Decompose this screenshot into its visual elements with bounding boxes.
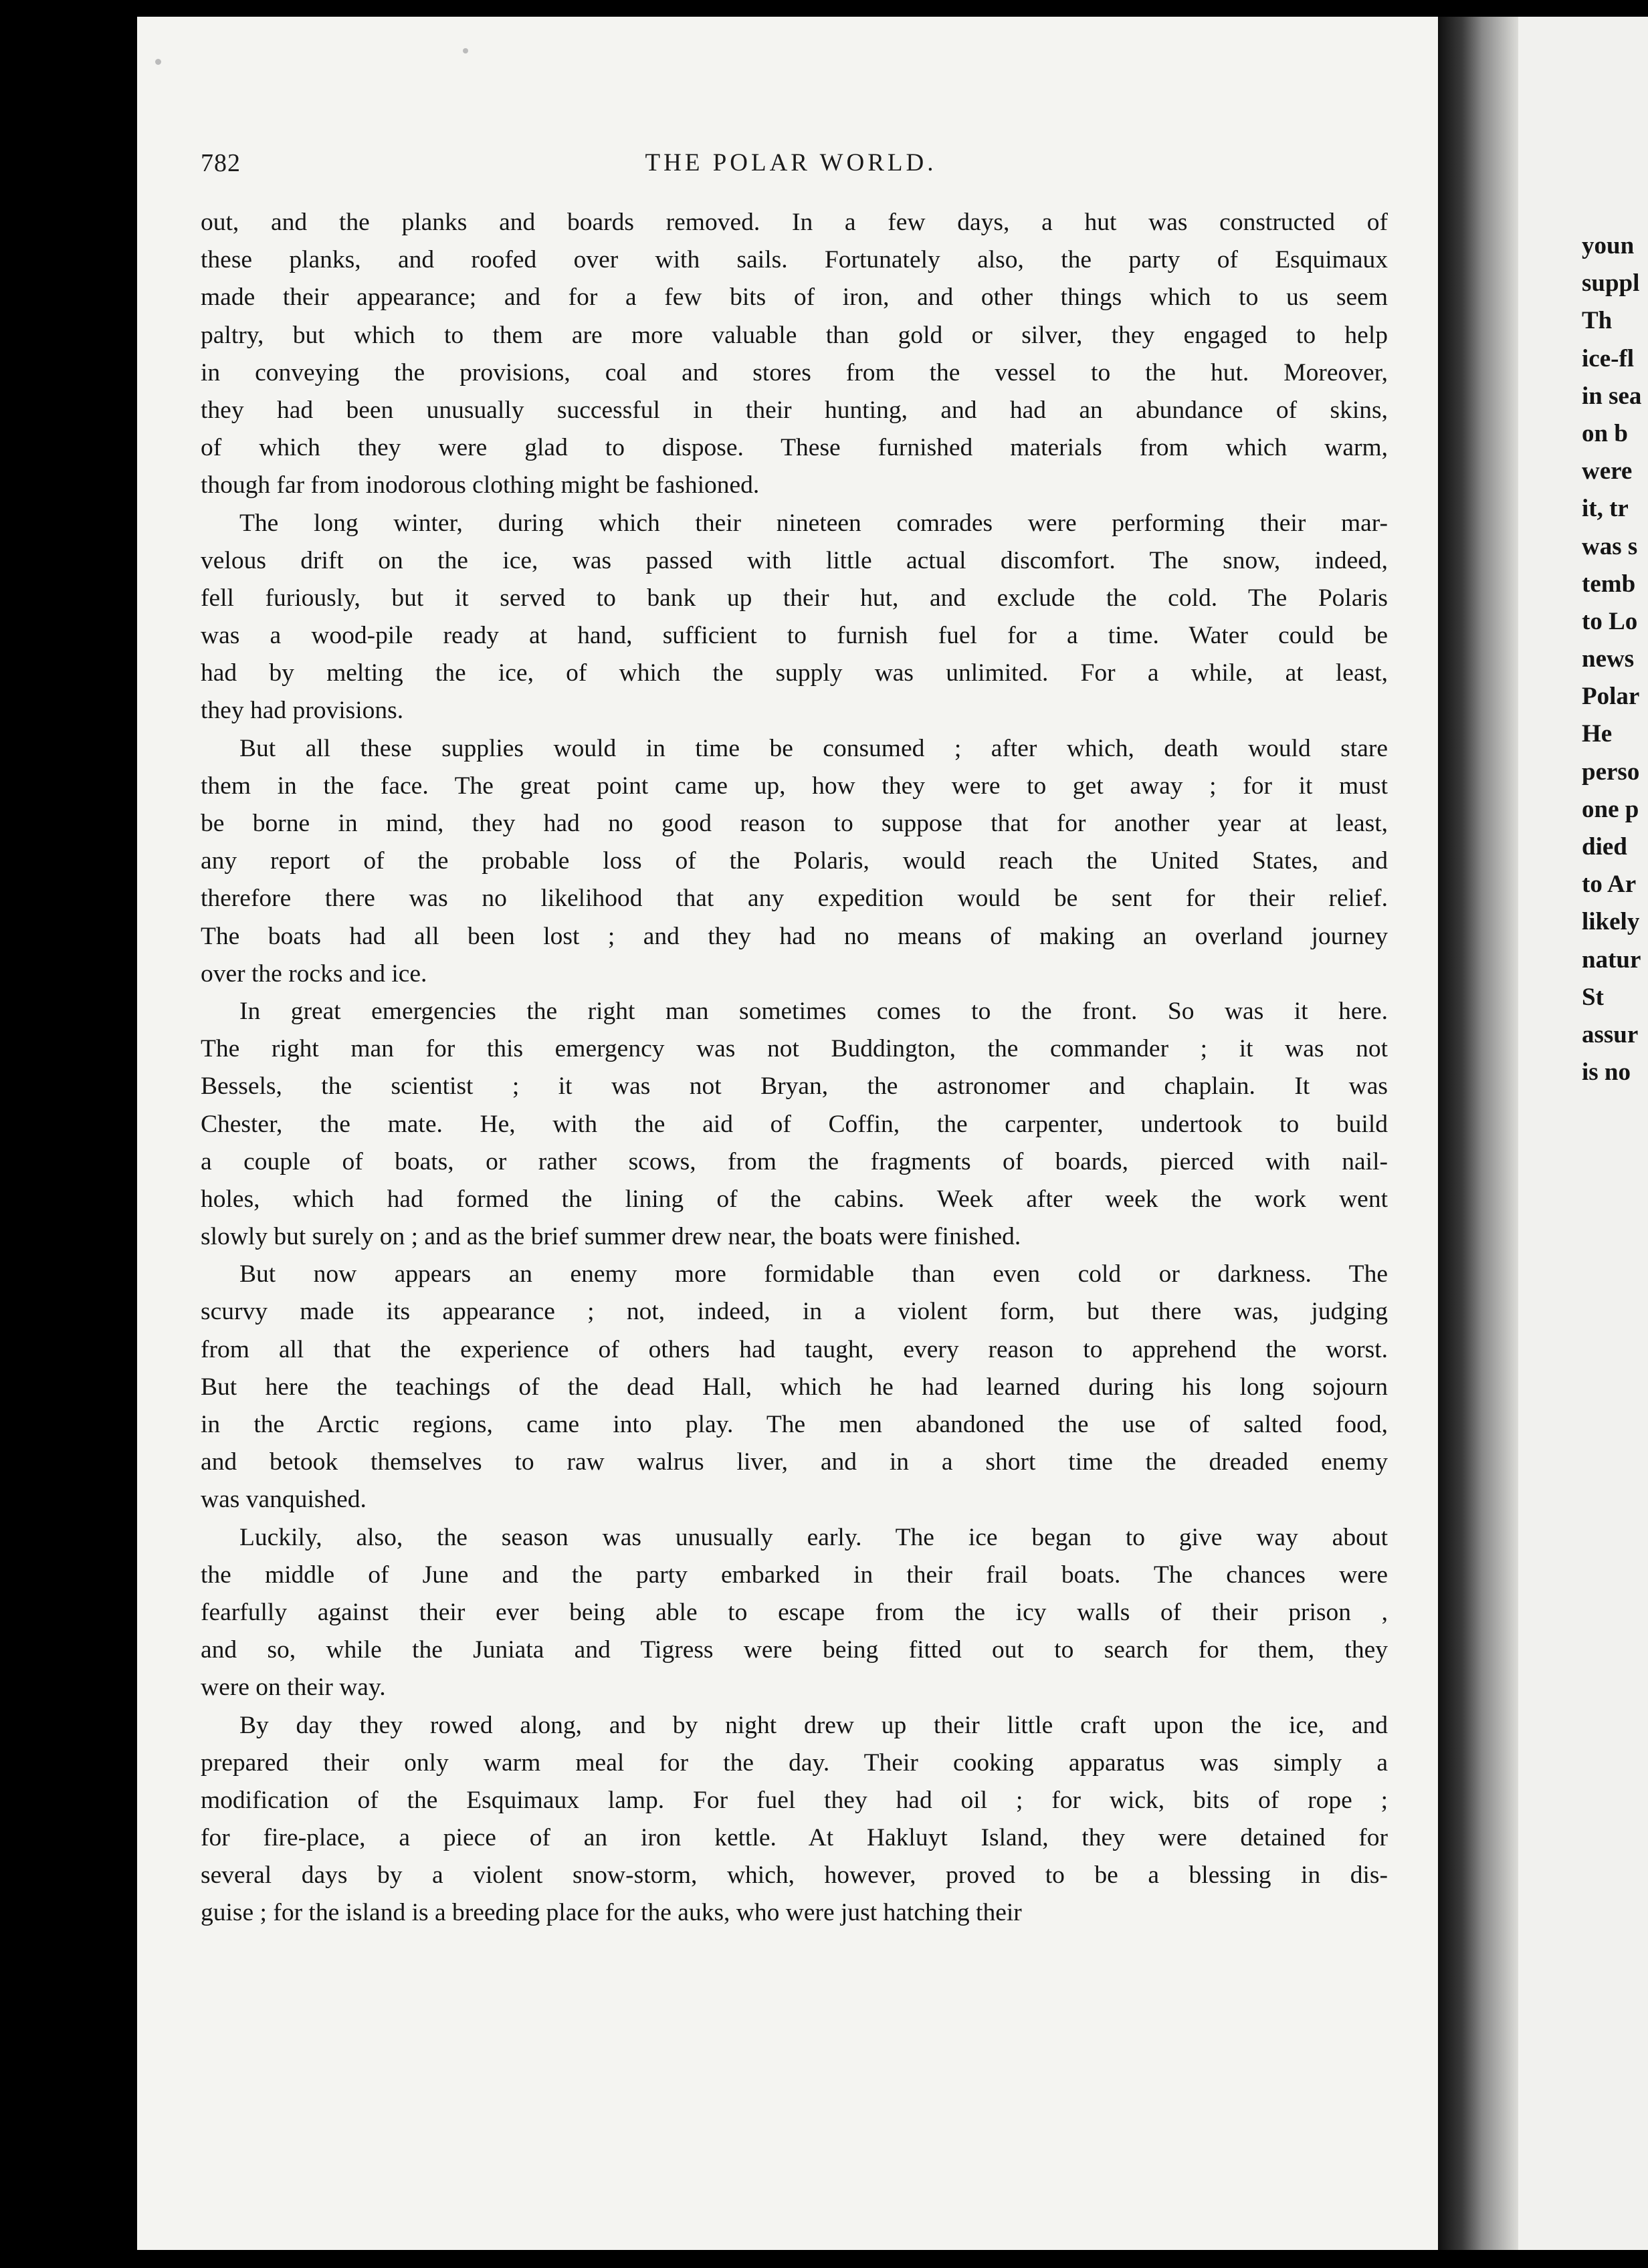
facing-text-fragment: to Ar — [1582, 871, 1637, 899]
facing-text-fragment: news — [1582, 645, 1635, 673]
body-text — [201, 204, 1388, 1932]
text-line: they had been unusually successful in their hunting, and had an abundance of skins, — [201, 396, 1388, 424]
text-line: Luckily, also, the season was unusually early. The ice began to give way about — [239, 1523, 1388, 1551]
paragraph — [201, 204, 1388, 505]
text-line: out, and the planks and boards removed. In a few days, a hut was constructed of — [201, 209, 1388, 236]
text-line: any report of the probable loss of the Polaris, would reach the United States, and — [201, 847, 1388, 875]
text-line: in conveying the provisions, coal and stores from the vessel to the hut. Moreover, — [201, 358, 1388, 386]
text-line: In great emergencies the right man sometimes comes to the front. So was it here. — [239, 997, 1388, 1025]
facing-text-fragment: assur — [1582, 1020, 1639, 1048]
text-line: a couple of boats, or rather scows, from the fragments of boards, pierced with nail- — [201, 1147, 1388, 1175]
page-number: 782 — [201, 149, 241, 177]
facing-text-fragment: to Lo — [1582, 607, 1638, 635]
text-line: and betook themselves to raw walrus liver, and in a short time the dreaded enemy — [201, 1448, 1388, 1476]
facing-text-fragment: natur — [1582, 945, 1641, 974]
text-line: be borne in mind, they had no good reason to suppose that for another year at least, — [201, 810, 1388, 837]
text-line: and so, while the Juniata and Tigress were being fitted out to search for them, they — [201, 1636, 1388, 1664]
facing-text-fragment: temb — [1582, 570, 1636, 598]
text-line: slowly but surely on ; and as the brief summer drew near, the boats were finished. — [201, 1223, 1021, 1251]
paragraph — [201, 1256, 1388, 1518]
running-head — [201, 148, 1381, 195]
text-line: several days by a violent snow-storm, which, however, proved to be a blessing in dis- — [201, 1861, 1388, 1890]
book-gutter — [1438, 17, 1518, 2250]
facing-text-fragment: St — [1582, 983, 1604, 1011]
facing-text-fragment: youn — [1582, 232, 1635, 259]
facing-text-fragment: is no — [1582, 1058, 1631, 1087]
text-line: though far from inodorous clothing might be fashioned. — [201, 471, 760, 499]
text-line: them in the face. The great point came up, how they were to get away ; for it must — [201, 772, 1388, 800]
text-line: for fire-place, a piece of an iron kettle. At Hakluyt Island, they were detained for — [201, 1824, 1388, 1852]
facing-text-fragment: likely — [1582, 908, 1640, 936]
text-line: But here the teachings of the dead Hall, which he had learned during his long sojourn — [201, 1373, 1388, 1401]
text-line: they had provisions. — [201, 697, 404, 725]
text-line: were on their way. — [201, 1674, 386, 1702]
text-line: But all these supplies would in time be consumed ; after which, death would stare — [239, 734, 1388, 762]
paragraph — [201, 993, 1388, 1256]
text-line: made their appearance; and for a few bits of iron, and other things which to us seem — [201, 284, 1388, 312]
dust-speck — [463, 48, 468, 53]
text-line: had by melting the ice, of which the supply was unlimited. For a while, at least, — [201, 659, 1388, 687]
paragraph — [201, 1519, 1388, 1707]
facing-text-fragment: one p — [1582, 795, 1639, 823]
text-line: from all that the experience of others had taught, every reason to apprehend the worst. — [201, 1335, 1388, 1363]
text-line: velous drift on the ice, was passed with little actual discomfort. The snow, indeed, — [201, 546, 1388, 574]
text-line: The long winter, during which their nineteen comrades were performing their mar- — [239, 509, 1388, 537]
text-line: Chester, the mate. He, with the aid of Coffin, the carpenter, undertook to build — [201, 1110, 1388, 1138]
text-line: fell furiously, but it served to bank up their hut, and exclude the cold. The Polaris — [201, 584, 1388, 612]
facing-text-fragment: perso — [1582, 758, 1640, 786]
text-line: these planks, and roofed over with sails. Fortunately also, the party of Esquimaux — [201, 246, 1388, 274]
dust-speck — [155, 59, 161, 65]
facing-text-fragment: He — [1582, 720, 1613, 748]
facing-text-fragment: died — [1582, 833, 1627, 861]
text-line: The right man for this emergency was not Buddington, the commander ; it was not — [201, 1035, 1388, 1063]
text-line: Bessels, the scientist ; it was not Bryan, the astronomer and chaplain. It was — [201, 1072, 1388, 1101]
text-line: holes, which had formed the lining of the cabins. Week after week the work went — [201, 1185, 1388, 1213]
facing-text-fragment: in sea — [1582, 382, 1642, 410]
text-line: in the Arctic regions, came into play. The men abandoned the use of salted food, — [201, 1411, 1388, 1438]
text-line: was vanquished. — [201, 1486, 367, 1514]
text-line: But now appears an enemy more formidable than even cold or darkness. The — [239, 1260, 1388, 1288]
text-line: By day they rowed along, and by night drew up their little craft upon the ice, and — [239, 1711, 1388, 1739]
facing-text-fragment: on b — [1582, 419, 1628, 447]
text-line: modification of the Esquimaux lamp. For fuel they had oil ; for wick, bits of rope ; — [201, 1786, 1388, 1814]
facing-page-text — [1582, 227, 1648, 1091]
text-line: guise ; for the island is a breeding place for the auks, who were just hatching their — [201, 1899, 1022, 1927]
text-line: the middle of June and the party embarked in their frail boats. The chances were — [201, 1561, 1388, 1589]
text-line: therefore there was no likelihood that any expedition would be sent for their relief. — [201, 885, 1388, 913]
facing-text-fragment: was s — [1582, 532, 1638, 560]
text-line: scurvy made its appearance ; not, indeed, in a violent form, but there was, judging — [201, 1298, 1388, 1326]
text-line: paltry, but which to them are more valuable than gold or silver, they engaged to help — [201, 321, 1388, 349]
running-title: THE POLAR WORLD. — [645, 149, 937, 177]
text-line: was a wood-pile ready at hand, sufficient to furnish fuel for a time. Water could be — [201, 622, 1388, 650]
text-line: The boats had all been lost ; and they had no means of making an overland journey — [201, 922, 1388, 950]
paragraph — [201, 730, 1388, 993]
paragraph — [201, 1707, 1388, 1932]
text-line: of which they were glad to dispose. These furnished materials from which warm, — [201, 434, 1388, 462]
text-line: over the rocks and ice. — [201, 959, 427, 988]
text-line: fearfully against their ever being able to escape from the icy walls of their prison , — [201, 1598, 1388, 1626]
facing-text-fragment: it, tr — [1582, 495, 1629, 523]
paragraph — [201, 505, 1388, 730]
facing-text-fragment: suppl — [1582, 269, 1640, 298]
text-line: prepared their only warm meal for the day. Their cooking apparatus was simply a — [201, 1748, 1388, 1777]
facing-text-fragment: were — [1582, 457, 1633, 485]
facing-text-fragment: Th — [1582, 307, 1613, 335]
facing-text-fragment: ice-fl — [1582, 344, 1635, 372]
facing-text-fragment: Polar — [1582, 683, 1640, 711]
